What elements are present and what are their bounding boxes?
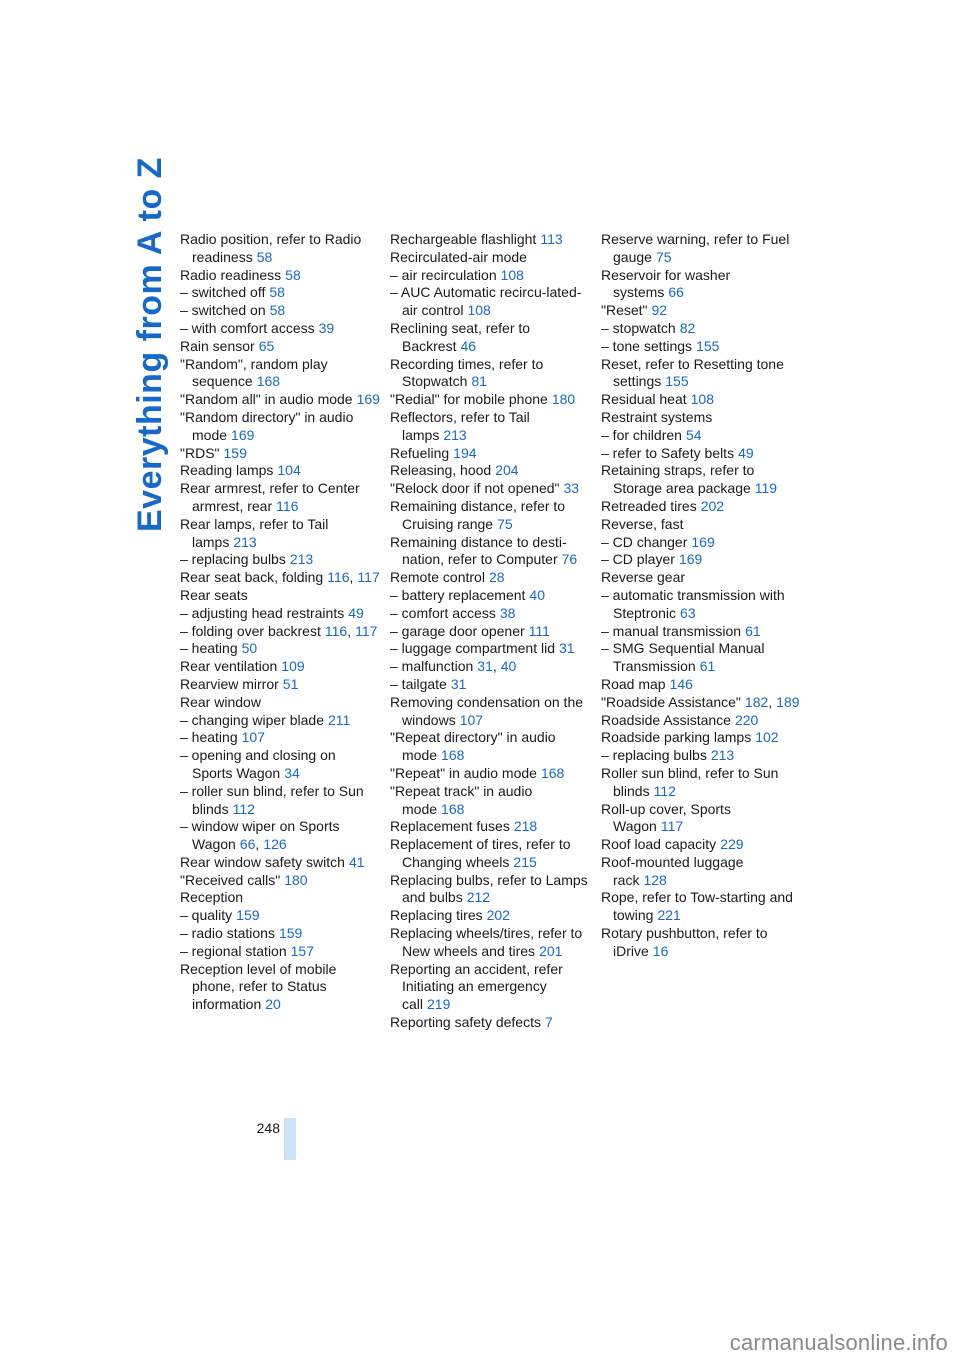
index-entry-text: Roof load capacity <box>601 836 717 853</box>
index-entry <box>180 729 380 747</box>
index-entry <box>601 391 801 409</box>
index-entry <box>180 516 380 552</box>
page-reference-link[interactable]: 211 <box>328 711 351 728</box>
index-entry-text: – air recirculation <box>390 266 497 283</box>
page-reference-link[interactable]: 107 <box>241 729 265 746</box>
index-entry-text: Reception level of mobile phone, refer to Status information <box>180 960 337 1013</box>
index-entry <box>601 729 801 747</box>
index-entry-text: Reception <box>180 889 244 906</box>
page-reference-link[interactable]: 215 <box>513 853 537 870</box>
index-entry <box>390 623 590 641</box>
index-entry-text: – stopwatch <box>601 319 676 336</box>
page-reference-link[interactable]: 92 <box>651 302 668 319</box>
index-entry-text: – folding over backrest <box>180 622 321 639</box>
index-entry-text: – battery replacement <box>390 586 526 603</box>
index-entry-text: – switched off <box>180 284 266 301</box>
index-column-1 <box>180 231 380 1014</box>
index-entry-text: – luggage compartment lid <box>390 640 555 657</box>
index-entry-text: – heating <box>180 729 238 746</box>
index-column-2 <box>390 231 590 1032</box>
page-reference-link[interactable]: 102 <box>755 729 779 746</box>
index-entry-text: Replacing wheels/tires, refer to New wheels and tires <box>390 925 583 959</box>
index-entry <box>601 854 801 890</box>
page-reference-link[interactable]: 180 <box>284 871 308 888</box>
index-entry <box>390 872 590 908</box>
page-reference-link[interactable]: 169 <box>356 391 380 408</box>
page-reference-link[interactable]: 49 <box>348 604 364 621</box>
index-entry <box>180 961 380 1014</box>
page-reference-link[interactable]: 168 <box>441 747 465 764</box>
index-entry <box>180 783 380 819</box>
index-entry <box>390 267 590 285</box>
page-reference-link[interactable]: 107 <box>459 711 484 728</box>
index-entry <box>180 747 380 783</box>
chapter-title-text: Everything from A to Z <box>131 157 169 532</box>
index-entry <box>390 640 590 658</box>
page-reference-link[interactable]: 63 <box>680 604 696 621</box>
index-entry <box>601 801 801 837</box>
index-entry <box>390 498 590 534</box>
index-entry-text: – replacing bulbs <box>180 551 286 568</box>
page-reference-link[interactable]: 202 <box>486 907 510 924</box>
index-entry-text: Replacement fuses <box>390 818 510 835</box>
page-reference-link[interactable]: 213 <box>443 426 467 443</box>
index-entry <box>601 889 801 925</box>
index-entry <box>601 551 801 569</box>
index-entry-text: – opening and closing on Sports Wagon <box>180 747 336 781</box>
index-entry <box>180 854 380 872</box>
index-entry-text: Roadside Assistance <box>601 711 731 728</box>
page-reference-link[interactable]: 113 <box>540 231 563 247</box>
index-entry-text: – replacing bulbs <box>601 747 707 764</box>
index-entry <box>390 231 590 249</box>
index-entry-text: Reporting safety defects <box>390 1014 541 1031</box>
page-reference-link[interactable]: 65 <box>258 337 275 354</box>
page-reference-link[interactable]: 128 <box>643 871 667 888</box>
page-reference-link[interactable]: 40 <box>529 586 545 603</box>
index-entry <box>180 943 380 961</box>
index-entry <box>180 889 380 907</box>
index-entry <box>390 729 590 765</box>
index-entry-text: Remaining distance to desti-nation, refer to Computer <box>390 533 567 568</box>
index-entry <box>601 427 801 445</box>
index-entry-text: Reset, refer to Resetting tone settings <box>601 355 784 390</box>
index-entry <box>390 391 590 409</box>
index-entry <box>180 676 380 694</box>
index-entry <box>601 765 801 801</box>
index-entry-text: Rear seats <box>180 586 248 603</box>
index-entry-text: – adjusting head restraints <box>180 604 345 621</box>
index-entry-text: – radio stations <box>180 925 275 942</box>
index-entry <box>180 445 380 463</box>
index-entry: – malfunction 31, 40 <box>390 658 517 675</box>
page-reference-link[interactable]: 213 <box>289 551 314 568</box>
index-entry-text: Replacement of tires, refer to Changing wheels <box>390 836 571 870</box>
page-reference-link[interactable]: 28 <box>488 569 505 586</box>
index-entry <box>601 623 801 641</box>
index-entry <box>390 925 590 961</box>
index-entry <box>180 356 380 392</box>
page-reference-link[interactable]: 116 <box>324 622 348 639</box>
index-entry <box>390 356 590 392</box>
page-tab-bar <box>284 1118 296 1160</box>
index-entry: "Roadside Assistance" 182, 189 <box>601 693 800 710</box>
page-reference-link[interactable]: 104 <box>277 462 301 479</box>
page-reference-link[interactable]: 76 <box>561 551 578 568</box>
page-reference-link[interactable]: 159 <box>236 907 260 924</box>
index-entry-text: – manual transmission <box>601 622 742 639</box>
index-entry-text: "Reset" <box>601 302 648 319</box>
index-entry-text: – refer to Safety belts <box>601 444 735 461</box>
page-reference-link[interactable]: 33 <box>563 480 580 497</box>
index-column-3 <box>601 231 801 961</box>
index-entry <box>390 587 590 605</box>
index-entry: Rear seat back, folding 116, 117 <box>180 569 380 586</box>
index-entry <box>601 836 801 854</box>
index-entry <box>601 516 801 534</box>
index-entry-text: – AUC Automatic recircu-lated-air control <box>390 284 582 319</box>
index-entry-text: Radio position, refer to Radio readiness <box>180 231 362 265</box>
index-entry <box>601 747 801 765</box>
page-reference-link[interactable]: 20 <box>265 996 281 1013</box>
index-entry-text: Remaining distance, refer to Cruising range <box>390 497 566 532</box>
index-entry <box>180 872 380 890</box>
index-entry-text: "Random directory" in audio mode <box>180 408 354 443</box>
watermark: carmanualsonline.info <box>729 1330 948 1355</box>
page-reference-link[interactable]: 61 <box>699 658 716 675</box>
page-reference-link[interactable]: 81 <box>471 373 487 390</box>
index-entry <box>390 284 590 320</box>
index-entry-text: Reserve warning, refer to Fuel gauge <box>601 231 790 265</box>
index-entry-text: – window wiper on Sports Wagon <box>180 818 340 853</box>
index-entry-text: Reservoir for washer systems <box>601 266 731 301</box>
index-entry-text: – heating <box>180 640 238 657</box>
index-entry <box>601 267 801 303</box>
page-reference-link[interactable]: 34 <box>284 764 300 781</box>
index-entry-text: – tone settings <box>601 337 693 354</box>
index-entry <box>390 480 590 498</box>
page-reference-link[interactable]: 66 <box>239 836 256 853</box>
index-entry-text: – with comfort access <box>180 319 315 336</box>
page-reference-link[interactable]: 194 <box>453 444 477 461</box>
page-reference-link[interactable]: 31 <box>477 658 493 675</box>
page-reference-link[interactable]: 221 <box>657 907 681 924</box>
index-entry-text: Restraint systems <box>601 408 713 425</box>
page-reference-link[interactable]: 38 <box>499 604 516 621</box>
index-entry-text: – CD player <box>601 551 675 568</box>
index-entry-text: – SMG Sequential Manual Transmission <box>601 640 765 675</box>
index-entry-text: Reclining seat, refer to Backrest <box>390 319 531 354</box>
chapter-side-title <box>110 157 169 552</box>
index-entry-text: "Roadside Assistance" <box>601 693 741 710</box>
page-reference-link[interactable]: 109 <box>281 658 305 675</box>
index-entry-text: Releasing, hood <box>390 462 492 479</box>
index-entry <box>390 1014 590 1032</box>
page-reference-link[interactable]: 108 <box>690 391 714 408</box>
index-entry-text: Road map <box>601 675 666 692</box>
index-entry <box>390 320 590 356</box>
index-entry-text: Recording times, refer to Stopwatch <box>390 355 544 390</box>
index-entry-text: Roll-up cover, Sports Wagon <box>601 800 731 835</box>
index-entry-text: Rear window safety switch <box>180 853 345 870</box>
index-entry-text: Refueling <box>390 444 450 461</box>
index-entry <box>390 694 590 730</box>
index-entry <box>180 462 380 480</box>
index-entry-text: Remote control <box>390 569 485 586</box>
page-reference-link[interactable]: 112 <box>653 782 676 799</box>
page-reference-link[interactable]: 51 <box>282 675 299 692</box>
page-reference-link[interactable]: 168 <box>256 373 281 390</box>
index-entry-text: "Random all" in audio mode <box>180 391 353 408</box>
page-reference-link[interactable]: 169 <box>678 551 703 568</box>
page-reference-link[interactable]: 31 <box>559 640 575 657</box>
page-reference-link[interactable]: 112 <box>232 800 255 817</box>
index-entry <box>390 409 590 445</box>
page-reference-link[interactable]: 117 <box>660 818 684 835</box>
page-reference-link[interactable]: 49 <box>738 444 754 461</box>
page-reference-link[interactable]: 213 <box>710 747 735 764</box>
index-entry <box>601 712 801 730</box>
index-entry <box>601 640 801 676</box>
page-reference-link[interactable]: 182 <box>744 693 769 710</box>
index-entry: – folding over backrest 116, 117 <box>180 622 378 639</box>
page-reference-link[interactable]: 218 <box>513 818 538 835</box>
page-reference-link[interactable]: 116 <box>327 569 350 586</box>
index-entry-text: – changing wiper blade <box>180 711 324 728</box>
index-entry <box>601 409 801 427</box>
index-entry-text: "Redial" for mobile phone <box>390 391 548 408</box>
page-reference-link[interactable]: 169 <box>231 426 255 443</box>
index-entry <box>180 231 380 267</box>
index-entry-text: "Relock door if not opened" <box>390 480 560 497</box>
page-reference-link[interactable]: 219 <box>427 996 451 1013</box>
index-entry-text: Retreaded tires <box>601 497 697 514</box>
index-entry <box>180 551 380 569</box>
index-entry-text: Residual heat <box>601 391 687 408</box>
page-reference-link[interactable]: 54 <box>685 426 702 443</box>
index-entry-text: Rear seat back, folding <box>180 569 324 586</box>
page-reference-link[interactable]: 180 <box>551 391 576 408</box>
page-reference-link[interactable]: 50 <box>241 640 258 657</box>
index-entry-text: – roller sun blind, refer to Sun blinds <box>180 782 364 817</box>
index-entry-text: Replacing tires <box>390 907 483 924</box>
page-reference-link[interactable]: 189 <box>776 693 800 710</box>
page-reference-link[interactable]: 168 <box>441 800 465 817</box>
page-reference-link[interactable]: 202 <box>700 497 725 514</box>
index-entry-text: Removing condensation on the windows <box>390 693 584 728</box>
page-reference-link[interactable]: 108 <box>500 266 524 283</box>
page-reference-link[interactable]: 75 <box>497 515 513 532</box>
index-entry <box>180 605 380 623</box>
page-reference-link[interactable]: 157 <box>290 942 314 959</box>
index-entry <box>390 836 590 872</box>
index-entry-text: Roller sun blind, refer to Sun blinds <box>601 764 779 799</box>
page-reference-link[interactable]: 46 <box>460 337 477 354</box>
page-reference-link[interactable]: 40 <box>500 658 517 675</box>
index-entry <box>601 356 801 392</box>
page-reference-link[interactable]: 58 <box>285 266 301 283</box>
index-entry <box>180 712 380 730</box>
page-reference-link[interactable]: 41 <box>348 853 365 870</box>
index-entry-text: – automatic transmission with Steptronic <box>601 586 785 621</box>
page-reference-link[interactable]: 61 <box>745 622 761 639</box>
page-reference-link[interactable]: 204 <box>495 462 519 479</box>
index-entry <box>601 231 801 267</box>
index-entry <box>601 498 801 516</box>
index-entry <box>180 284 380 302</box>
index-entry-text: – malfunction <box>390 658 474 675</box>
index-entry-text: Rear window <box>180 693 261 710</box>
index-entry <box>180 907 380 925</box>
index-entry-text: – tailgate <box>390 675 447 692</box>
index-entry <box>390 907 590 925</box>
page-reference-link[interactable]: 111 <box>528 622 550 639</box>
index-entry <box>390 765 590 783</box>
index-entry <box>180 338 380 356</box>
index-entry <box>390 569 590 587</box>
index-entry: – window wiper on Sports Wagon 66, 126 <box>180 818 340 853</box>
index-entry-text: – garage door opener <box>390 622 525 639</box>
page-reference-link[interactable]: 159 <box>223 444 247 461</box>
index-entry-text: Rear ventilation <box>180 658 278 675</box>
index-entry-text: Rain sensor <box>180 337 255 354</box>
index-entry <box>180 320 380 338</box>
index-entry <box>390 818 590 836</box>
index-entry <box>180 925 380 943</box>
page-reference-link[interactable]: 58 <box>256 248 273 265</box>
index-entry-text: Retaining straps, refer to Storage area package <box>601 462 755 497</box>
page-number: 248 <box>256 1120 280 1136</box>
page-reference-link[interactable]: 220 <box>734 711 759 728</box>
index-entry <box>180 694 380 712</box>
index-entry <box>601 462 801 498</box>
page-reference-link[interactable]: 16 <box>652 942 669 959</box>
page-reference-link[interactable]: 201 <box>539 942 563 959</box>
index-entry <box>601 534 801 552</box>
page-reference-link[interactable]: 155 <box>665 373 689 390</box>
index-entry-text: Rear lamps, refer to Tail lamps <box>180 515 329 550</box>
index-entry-text: Replacing bulbs, refer to Lamps and bulbs <box>390 871 588 906</box>
index-entry <box>390 783 590 819</box>
page-reference-link[interactable]: 66 <box>668 284 684 301</box>
page-reference-link[interactable]: 116 <box>276 497 299 514</box>
page-reference-link[interactable]: 212 <box>466 889 491 906</box>
index-entry <box>180 391 380 409</box>
index-entry-text: Radio readiness <box>180 266 282 283</box>
index-entry <box>390 462 590 480</box>
index-entry-text: – quality <box>180 907 233 924</box>
index-entry <box>180 658 380 676</box>
index-entry-text: "RDS" <box>180 444 220 461</box>
index-entry <box>390 249 590 267</box>
index-entry <box>601 925 801 961</box>
page-reference-link[interactable]: 146 <box>669 675 693 692</box>
index-entry <box>180 302 380 320</box>
index-entry-text: – switched on <box>180 302 266 319</box>
index-entry <box>180 640 380 658</box>
index-entry-text: "Repeat" in audio mode <box>390 764 537 781</box>
index-entry <box>390 961 590 1014</box>
index-entry <box>601 320 801 338</box>
page-reference-link[interactable]: 82 <box>679 319 696 336</box>
index-entry-text: Reporting an accident, refer Initiating an emergency call <box>390 960 563 1013</box>
index-entry-text: "Repeat directory" in audio mode <box>390 729 556 764</box>
page-reference-link[interactable]: 229 <box>720 836 744 853</box>
index-entry <box>601 676 801 694</box>
index-entry <box>390 676 590 694</box>
index-entry <box>601 587 801 623</box>
page-reference-link[interactable]: 155 <box>696 337 720 354</box>
index-entry-text: Rechargeable flashlight <box>390 231 537 247</box>
index-entry-text: Rearview mirror <box>180 675 279 692</box>
page-reference-link[interactable]: 117 <box>355 622 378 639</box>
page-reference-link[interactable]: 117 <box>357 569 380 586</box>
page-reference-link[interactable]: 75 <box>655 248 672 265</box>
page-reference-link[interactable]: 58 <box>269 284 285 301</box>
index-entry-text: "Received calls" <box>180 871 281 888</box>
index-entry <box>601 569 801 587</box>
page-reference-link[interactable]: 7 <box>544 1014 553 1031</box>
index-entry <box>390 534 590 570</box>
index-entry-text: – for children <box>601 426 682 443</box>
index-entry-text: – comfort access <box>390 604 496 621</box>
index-entry-text: Roadside parking lamps <box>601 729 752 746</box>
index-entry-text: Recirculated-air mode <box>390 248 527 265</box>
index-entry-text: Roof-mounted luggage rack <box>601 853 744 888</box>
index-entry-text: – CD changer <box>601 533 688 550</box>
index-entry <box>180 267 380 285</box>
index-entry <box>180 587 380 605</box>
index-entry-text: Reverse, fast <box>601 515 684 532</box>
index-entry-text: "Random", random play sequence <box>180 355 328 390</box>
index-entry <box>390 605 590 623</box>
index-entry <box>601 338 801 356</box>
index-entry-text: Reverse gear <box>601 569 686 586</box>
page-reference-link[interactable]: 169 <box>691 533 715 550</box>
page-reference-link[interactable]: 58 <box>269 302 286 319</box>
index-entry <box>180 409 380 445</box>
index-entry-text: Rope, refer to Tow-starting and towing <box>601 889 793 924</box>
page-reference-link[interactable]: 119 <box>754 480 778 497</box>
index-entry-text: – regional station <box>180 942 287 959</box>
page-reference-link[interactable]: 108 <box>467 302 491 319</box>
page-reference-link[interactable]: 159 <box>278 925 303 942</box>
index-entry <box>601 302 801 320</box>
index-entry-text: Rotary pushbutton, refer to iDrive <box>601 925 768 959</box>
page-reference-link[interactable]: 31 <box>450 675 467 692</box>
page-reference-link[interactable]: 213 <box>233 533 257 550</box>
index-entry-text: "Repeat track" in audio mode <box>390 782 533 817</box>
page-reference-link[interactable]: 126 <box>263 836 287 853</box>
index-entry <box>390 445 590 463</box>
index-entry <box>180 480 380 516</box>
index-entry <box>601 445 801 463</box>
index-entry-text: Reflectors, refer to Tail lamps <box>390 408 530 443</box>
index-entry-text: Rear armrest, refer to Center armrest, rear <box>180 480 360 514</box>
page-reference-link[interactable]: 168 <box>540 764 565 781</box>
page-reference-link[interactable]: 39 <box>318 319 335 336</box>
index-entry-text: Reading lamps <box>180 462 274 479</box>
